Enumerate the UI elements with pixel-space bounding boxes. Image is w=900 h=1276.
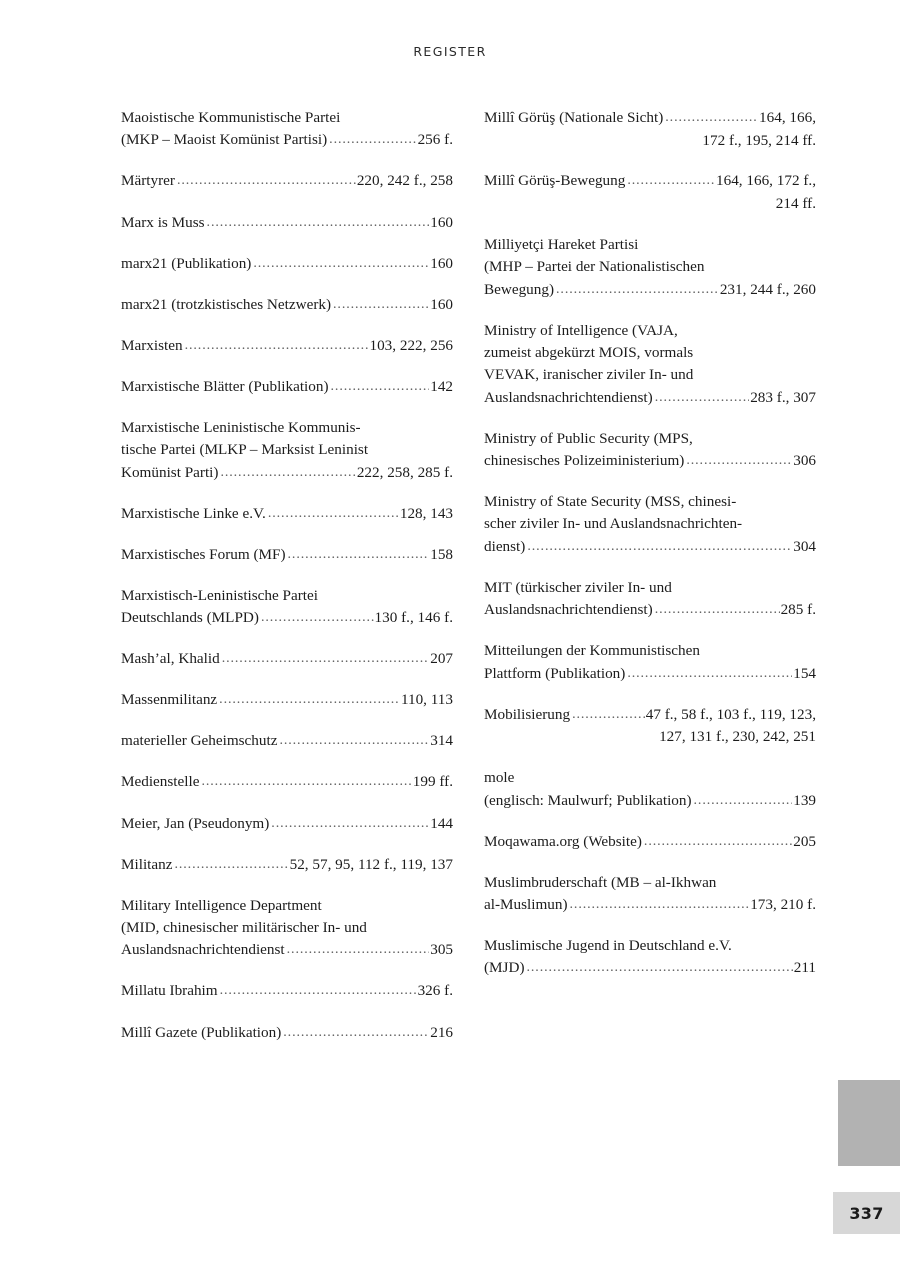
index-entry-line: Military Intelligence Department	[121, 896, 322, 914]
index-entry-line: Marxistisch-Leninistische Partei	[121, 586, 318, 604]
leader-dots	[627, 664, 792, 685]
folio-box	[833, 1192, 900, 1234]
index-entry-leader-line	[121, 1022, 453, 1045]
index-entry	[484, 428, 816, 473]
leader-dots	[261, 608, 374, 629]
index-entry-leader-line	[121, 462, 453, 485]
leader-dots	[268, 504, 399, 525]
index-entry-term: Marxisten	[121, 336, 183, 354]
index-entry-term: Millî Gazete (Publikation)	[121, 1023, 282, 1041]
index-entry-leader-line	[121, 170, 453, 193]
leader-dots	[570, 895, 750, 916]
index-entry-leader-line	[484, 279, 816, 302]
index-entry-pages: 326 f.	[417, 982, 453, 1000]
leader-dots	[253, 254, 429, 275]
index-entry-term: chinesisches Polizeiministerium)	[484, 452, 685, 470]
index-entry-term: Marxistische Linke e.V.	[121, 504, 266, 522]
leader-dots	[279, 731, 429, 752]
index-entry-leader-line	[121, 854, 453, 877]
index-entry-leader-line	[121, 771, 453, 794]
index-entry	[121, 253, 453, 276]
index-entry-term: marx21 (Publikation)	[121, 254, 252, 272]
index-entry-leader-line	[121, 939, 453, 962]
index-entry	[484, 872, 816, 917]
index-entry-leader-line	[121, 212, 453, 235]
index-entry	[121, 980, 453, 1003]
index-entry-pages: 128, 143	[399, 504, 453, 522]
index-entry	[484, 935, 816, 980]
index-entry-pages: 285 f.	[780, 601, 816, 619]
index-entry-line: Ministry of Intelligence (VAJA,	[484, 321, 678, 339]
leader-dots	[222, 649, 430, 670]
index-entry	[121, 730, 453, 753]
index-entry	[121, 771, 453, 794]
leader-dots	[220, 463, 355, 484]
index-entry-leader-line	[484, 663, 816, 686]
index-entry-pages: 216	[430, 1023, 453, 1041]
index-entry-pages: 110, 113	[400, 691, 453, 709]
index-entry-leader-line	[121, 253, 453, 276]
index-entry-pages: 222, 258, 285 f.	[356, 463, 453, 481]
index-entry-term: Bewegung)	[484, 280, 555, 298]
index-entry-leader-line	[121, 813, 453, 836]
leader-dots	[288, 545, 430, 566]
page-edge-tab	[838, 1080, 900, 1166]
index-entry	[484, 640, 816, 685]
index-entry-term: Millatu Ibrahim	[121, 982, 218, 1000]
index-entry-leader-line	[121, 129, 453, 152]
index-entry-pages: 199 ff.	[412, 773, 453, 791]
index-entry-term: dienst)	[484, 537, 526, 555]
index-entry	[484, 577, 816, 622]
index-entry	[484, 704, 816, 749]
index-entry-pages: 164, 166,	[759, 109, 816, 126]
index-entry-pages: 160	[430, 254, 453, 272]
leader-dots	[686, 451, 792, 472]
index-entry	[121, 294, 453, 317]
index-entry-leader-line	[484, 450, 816, 473]
leader-dots	[665, 108, 758, 129]
index-entry	[484, 170, 816, 215]
index-entry-leader-line	[484, 387, 816, 410]
index-column-left	[121, 107, 453, 1044]
index-entry	[121, 895, 453, 962]
leader-dots	[527, 537, 792, 558]
index-entry	[121, 689, 453, 712]
index-entry-leader-line	[484, 536, 816, 559]
index-entry	[121, 107, 453, 152]
leader-dots	[527, 958, 793, 979]
index-entry	[121, 1022, 453, 1045]
leader-dots	[644, 832, 792, 853]
leader-dots	[694, 791, 793, 812]
index-entry-term: Marx is Muss	[121, 213, 205, 231]
index-entry	[121, 417, 453, 484]
index-body	[121, 107, 816, 1167]
index-entry-term: (MKP – Maoist Komünist Partisi)	[121, 131, 328, 149]
index-entry-term: (MJD)	[484, 959, 525, 977]
index-entry-line: Marxistische Leninistische Kommunis-	[121, 418, 361, 436]
index-entry	[121, 503, 453, 526]
index-entry	[484, 234, 816, 301]
index-entry-term: Deutschlands (MLPD)	[121, 609, 259, 627]
index-entry-pages: 304	[793, 537, 816, 555]
index-entry-pages: 173, 210 f.	[750, 896, 816, 914]
index-entry-leader-line	[484, 957, 816, 980]
index-entry-line: scher ziviler In- und Auslandsnachrichten-	[484, 515, 743, 533]
index-column-right	[484, 107, 816, 980]
index-entry-term: (englisch: Maulwurf; Publikation)	[484, 791, 692, 809]
leader-dots	[185, 336, 369, 357]
index-entry-pages: 207	[430, 650, 453, 668]
index-entry-term: Auslandsnachrichtendienst)	[484, 601, 653, 619]
index-entry-leader-line	[121, 544, 453, 567]
leader-dots	[220, 981, 417, 1002]
leader-dots	[271, 814, 429, 835]
index-entry-leader-line	[121, 730, 453, 753]
index-entry-term: marx21 (trotzkistisches Netzwerk)	[121, 295, 332, 313]
index-entry-term: Mash’al, Khalid	[121, 650, 220, 668]
index-entry-leader-line	[484, 599, 816, 622]
leader-dots	[572, 705, 645, 726]
index-entry-line: Milliyetçi Hareket Partisi	[484, 235, 639, 253]
index-entry-line: tische Partei (MLKP – Marksist Leninist	[121, 441, 369, 459]
leader-dots	[283, 1023, 429, 1044]
index-entry	[121, 212, 453, 235]
index-entry-leader-line	[484, 170, 816, 193]
index-entry-pages: 231, 244 f., 260	[719, 280, 816, 298]
index-entry-leader-line	[121, 335, 453, 358]
index-entry-pages: 139	[793, 791, 816, 809]
index-entry	[484, 831, 816, 854]
index-entry-leader-line	[121, 648, 453, 671]
leader-dots	[177, 171, 356, 192]
index-entry-line: Muslimbruderschaft (MB – al-Ikhwan	[484, 873, 717, 891]
index-entry-line: Maoistische Kommunistische Partei	[121, 109, 341, 126]
index-entry-leader-line	[121, 607, 453, 630]
leader-dots	[287, 940, 430, 961]
index-entry-term: materieller Geheimschutz	[121, 732, 278, 750]
index-entry-pages: 211	[793, 959, 816, 977]
leader-dots	[333, 295, 429, 316]
index-entry-pages-continued: 214 ff.	[775, 195, 816, 212]
index-entry-line: VEVAK, iranischer ziviler In- und	[484, 366, 694, 384]
leader-dots	[201, 772, 411, 793]
leader-dots	[556, 280, 719, 301]
index-entry-term: Militanz	[121, 855, 173, 873]
index-entry-leader-line	[121, 294, 453, 317]
index-entry	[121, 648, 453, 671]
index-entry-pages: 158	[430, 545, 453, 563]
running-head: REGISTER	[413, 44, 487, 59]
index-entry-leader-line	[121, 689, 453, 712]
index-entry-pages: 160	[430, 213, 453, 231]
index-entry-pages: 103, 222, 256	[369, 336, 453, 354]
index-entry-pages: 283 f., 307	[750, 388, 816, 406]
index-entry	[484, 767, 816, 812]
index-entry	[121, 585, 453, 630]
index-entry	[121, 335, 453, 358]
index-entry-pages: 47 f., 58 f., 103 f., 119, 123,	[645, 705, 816, 723]
leader-dots	[627, 171, 715, 192]
index-entry-term: al-Muslimun)	[484, 896, 568, 914]
index-entry-leader-line	[484, 704, 816, 727]
index-entry	[121, 854, 453, 877]
index-entry-term: Mobilisierung	[484, 705, 571, 723]
index-entry	[484, 491, 816, 558]
index-entry-term: Millî Görüş-Bewegung	[484, 172, 626, 190]
index-entry-term: Medienstelle	[121, 773, 200, 791]
leader-dots	[655, 388, 749, 409]
leader-dots	[329, 130, 416, 151]
index-entry	[121, 813, 453, 836]
index-entry-pages: 142	[430, 377, 453, 395]
index-entry-term: Meier, Jan (Pseudonym)	[121, 814, 270, 832]
index-entry-term: Millî Görüş (Nationale Sicht)	[484, 109, 664, 126]
index-entry-line: (MHP – Partei der Nationalistischen	[484, 258, 705, 276]
index-entry-line: mole	[484, 769, 515, 787]
index-entry-pages: 52, 57, 95, 112 f., 119, 137	[289, 855, 453, 873]
index-entry-line: Muslimische Jugend in Deutschland e.V.	[484, 937, 732, 955]
index-entry	[484, 320, 816, 410]
index-entry-pages: 144	[430, 814, 453, 832]
index-entry-leader-line	[484, 107, 816, 130]
index-entry-term: Massenmilitanz	[121, 691, 218, 709]
index-entry-term: Moqawama.org (Website)	[484, 832, 642, 850]
leader-dots	[174, 855, 288, 876]
leader-dots	[207, 213, 430, 234]
index-entry-line: zumeist abgekürzt MOIS, vormals	[484, 343, 694, 361]
index-entry-line: Mitteilungen der Kommunistischen	[484, 642, 700, 660]
index-entry-pages: 305	[430, 941, 453, 959]
index-entry-leader-line	[484, 831, 816, 854]
page-number: 337	[849, 1203, 884, 1223]
index-entry-line: (MID, chinesischer militärischer In- und	[121, 919, 367, 937]
index-entry	[484, 107, 816, 152]
leader-dots	[331, 377, 430, 398]
leader-dots	[655, 600, 780, 621]
index-entry-pages: 160	[430, 295, 453, 313]
index-entry-leader-line	[484, 894, 816, 917]
index-entry-pages: 130 f., 146 f.	[374, 609, 453, 627]
index-entry-term: Märtyrer	[121, 172, 175, 190]
index-entry	[121, 376, 453, 399]
index-entry-line: Ministry of Public Security (MPS,	[484, 429, 693, 447]
leader-dots	[219, 690, 400, 711]
index-entry-leader-line	[121, 980, 453, 1003]
index-entry-pages: 314	[430, 732, 453, 750]
index-entry-line: MIT (türkischer ziviler In- und	[484, 578, 672, 596]
index-entry-term: Auslandsnachrichtendienst	[121, 941, 285, 959]
index-entry-leader-line	[121, 503, 453, 526]
index-entry-pages: 205	[793, 832, 816, 850]
index-entry-term: Marxistisches Forum (MF)	[121, 545, 286, 563]
index-entry-term: Komünist Parti)	[121, 463, 219, 481]
index-entry-leader-line	[484, 790, 816, 813]
index-entry-term: Auslandsnachrichtendienst)	[484, 388, 653, 406]
index-entry-leader-line	[121, 376, 453, 399]
index-entry-pages: 154	[793, 664, 816, 682]
index-entry-pages: 164, 166, 172 f.,	[716, 172, 816, 190]
index-entry-line: Ministry of State Security (MSS, chinesi-	[484, 493, 737, 511]
index-entry-pages: 256 f.	[417, 131, 453, 149]
index-entry	[121, 544, 453, 567]
index-entry	[121, 170, 453, 193]
index-entry-term: Marxistische Blätter (Publikation)	[121, 377, 329, 395]
index-entry-term: Plattform (Publikation)	[484, 664, 626, 682]
index-entry-pages: 220, 242 f., 258	[356, 172, 453, 190]
index-entry-pages: 306	[793, 452, 816, 470]
index-entry-pages-continued: 127, 131 f., 230, 242, 251	[659, 728, 816, 746]
index-entry-pages-continued: 172 f., 195, 214 ff.	[702, 131, 816, 149]
